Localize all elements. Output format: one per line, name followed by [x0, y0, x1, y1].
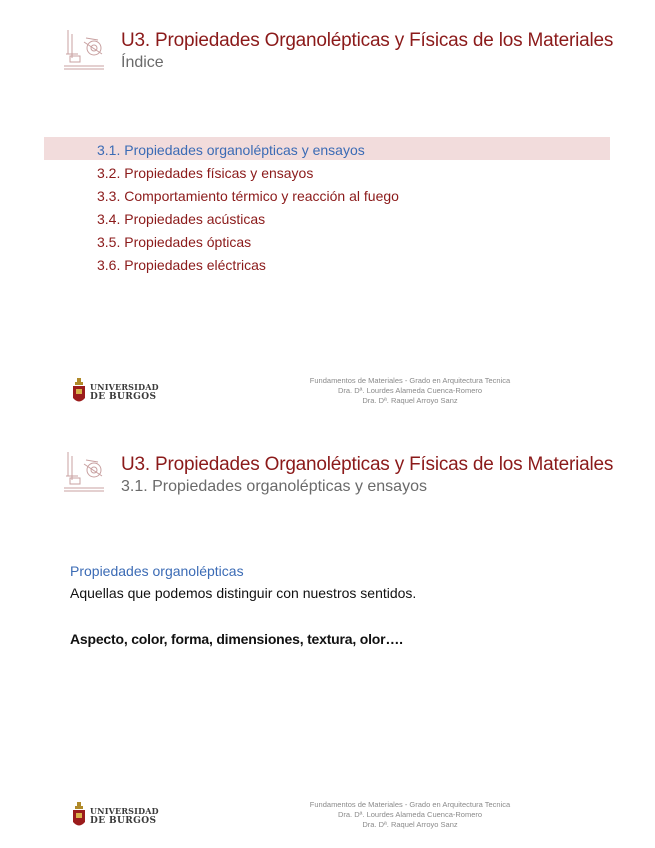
page-subtitle: 3.1. Propiedades organolépticas y ensayos: [121, 478, 427, 495]
toc-item-3-1[interactable]: 3.1. Propiedades organolépticas y ensayos: [97, 142, 365, 158]
footer-line-author1: Dra. Dª. Lourdes Alameda Cuenca-Romero: [337, 810, 483, 819]
section-heading: Propiedades organolépticas: [70, 563, 244, 579]
section-examples: Aspecto, color, forma, dimensiones, textura, olor….: [70, 631, 403, 647]
footer-credits: [230, 376, 590, 406]
footer-line-course: Fundamentos de Materiales - Grado en Arquitectura Tecnica: [309, 376, 511, 385]
university-name-line2: DE BURGOS: [90, 392, 157, 402]
university-name-line1: UNIVERSIDAD: [90, 806, 159, 816]
university-shield-icon: [72, 802, 86, 830]
footer-line-author2: Dra. Dª. Raquel Arroyo Sanz: [362, 396, 458, 405]
footer-line-author2: Dra. Dª. Raquel Arroyo Sanz: [362, 820, 458, 829]
slide-section-3-1: [0, 424, 655, 848]
toc-item-3-5[interactable]: 3.5. Propiedades ópticas: [97, 234, 252, 250]
toc-item-3-3[interactable]: 3.3. Comportamiento térmico y reacción al fuego: [97, 188, 399, 204]
toc-item-3-6[interactable]: 3.6. Propiedades eléctricas: [97, 257, 266, 273]
university-shield-icon: [72, 378, 86, 406]
university-logo: [72, 800, 159, 832]
page-title: U3. Propiedades Organolépticas y Físicas de los Materiales: [121, 454, 614, 475]
page-subtitle: Índice: [121, 54, 164, 71]
footer-line-course: Fundamentos de Materiales - Grado en Arquitectura Tecnica: [309, 800, 511, 809]
section-definition: Aquellas que podemos distinguir con nuestros sentidos.: [70, 585, 417, 601]
page-title: U3. Propiedades Organolépticas y Físicas de los Materiales: [121, 30, 614, 51]
university-name-line1: UNIVERSIDAD: [90, 382, 159, 392]
toc-item-3-4[interactable]: 3.4. Propiedades acústicas: [97, 211, 266, 227]
toc-item-3-2[interactable]: 3.2. Propiedades físicas y ensayos: [97, 165, 314, 181]
university-name-line2: DE BURGOS: [90, 816, 157, 826]
drafting-instruments-icon: [64, 28, 106, 72]
footer-credits: [230, 800, 590, 830]
university-logo: [72, 376, 159, 408]
footer-line-author1: Dra. Dª. Lourdes Alameda Cuenca-Romero: [337, 386, 483, 395]
drafting-instruments-icon: [64, 450, 106, 494]
table-of-contents: [97, 139, 399, 277]
